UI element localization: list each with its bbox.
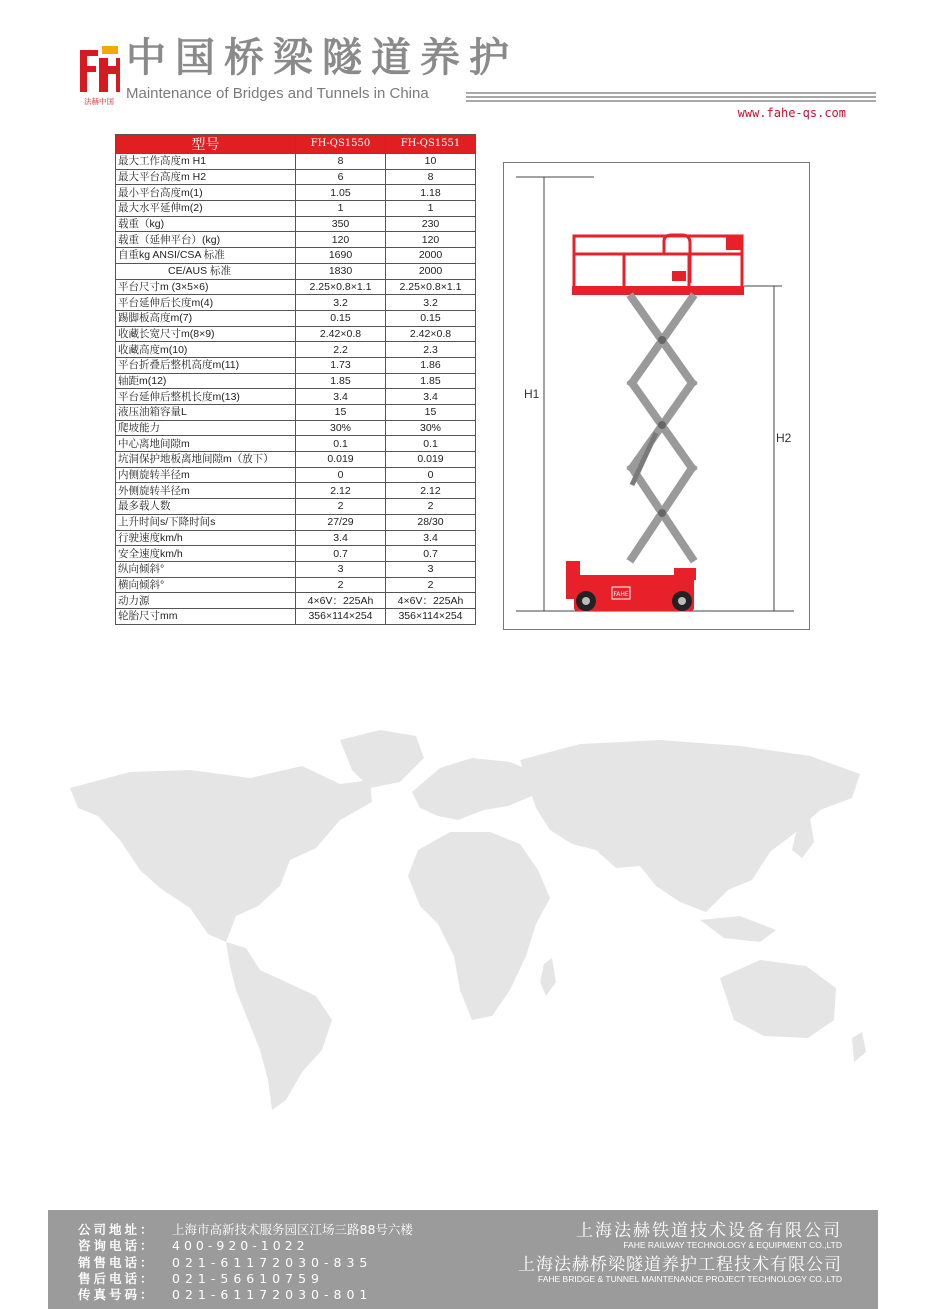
h1-label: H1 <box>524 387 540 401</box>
table-row <box>116 216 476 232</box>
value-qs1550: 2 <box>296 499 386 515</box>
h2-label: H2 <box>776 431 792 445</box>
value-qs1551: 1.86 <box>386 357 476 373</box>
value-qs1551: 10 <box>386 154 476 170</box>
value-qs1550: 2 <box>296 577 386 593</box>
value-qs1550: 2.42×0.8 <box>296 326 386 342</box>
value-qs1550: 2.2 <box>296 342 386 358</box>
param-name: 自重kg ANSI/CSA 标准 <box>116 248 296 264</box>
value-qs1551: 8 <box>386 169 476 185</box>
table-row <box>116 483 476 499</box>
scissor-lift-drawing <box>503 162 810 630</box>
value-qs1550: 2.25×0.8×1.1 <box>296 279 386 295</box>
table-row <box>116 279 476 295</box>
table-row <box>116 169 476 185</box>
company-railway <box>576 1222 842 1250</box>
value-qs1551: 2.25×0.8×1.1 <box>386 279 476 295</box>
param-name: 坑洞保护地板离地间隙m（放下） <box>116 452 296 468</box>
spec-table <box>115 134 476 625</box>
param-name: 收藏高度m(10) <box>116 342 296 358</box>
value-qs1550: 6 <box>296 169 386 185</box>
value-qs1550: 8 <box>296 154 386 170</box>
value-qs1550: 1690 <box>296 248 386 264</box>
param-name: 最大平台高度m H2 <box>116 169 296 185</box>
value-qs1550: 0.7 <box>296 546 386 562</box>
contact-label: 咨询电话： <box>78 1238 156 1254</box>
table-row <box>116 420 476 436</box>
value-qs1551: 1.18 <box>386 185 476 201</box>
table-row <box>116 405 476 421</box>
value-qs1551: 0.1 <box>386 436 476 452</box>
contact-sales-phone <box>78 1255 413 1271</box>
table-row <box>116 310 476 326</box>
param-name: 载重（延伸平台）(kg) <box>116 232 296 248</box>
value-qs1551: 2.12 <box>386 483 476 499</box>
value-qs1550: 0.019 <box>296 452 386 468</box>
contact-fax <box>78 1287 413 1303</box>
chassis-plate: FAHE <box>613 591 629 598</box>
param-name: 最多载人数 <box>116 499 296 515</box>
contact-list <box>78 1222 413 1303</box>
table-row <box>116 514 476 530</box>
value-qs1550: 3.2 <box>296 295 386 311</box>
value-qs1551: 2.42×0.8 <box>386 326 476 342</box>
value-qs1551: 356×114×254 <box>386 608 476 624</box>
table-row <box>116 389 476 405</box>
contact-label: 公司地址： <box>78 1222 156 1237</box>
value-qs1551: 3.2 <box>386 295 476 311</box>
param-name: 平台尺寸m (3×5×6) <box>116 279 296 295</box>
value-qs1550: 4×6V：225Ah <box>296 593 386 609</box>
value-qs1550: 1 <box>296 201 386 217</box>
value-qs1551: 0.019 <box>386 452 476 468</box>
param-name: 平台折叠后整机高度m(11) <box>116 357 296 373</box>
param-name: 中心离地间隙m <box>116 436 296 452</box>
fahe-logo <box>78 44 120 106</box>
table-row <box>116 436 476 452</box>
table-row <box>116 342 476 358</box>
param-name: 上升时间s/下降时间s <box>116 514 296 530</box>
company-bridge-tunnel <box>518 1256 842 1284</box>
value-qs1551: 2 <box>386 577 476 593</box>
contact-value[interactable]: 021-61172030-835 <box>172 1254 373 1270</box>
value-qs1551: 28/30 <box>386 514 476 530</box>
table-row <box>116 373 476 389</box>
brand-title: 中国桥梁隧道养护 <box>126 35 518 81</box>
value-qs1551: 3 <box>386 561 476 577</box>
header-rule-3 <box>466 100 876 102</box>
param-name: 最小平台高度m(1) <box>116 185 296 201</box>
logo-caption: 法赫中国 <box>84 97 114 106</box>
value-qs1550: 15 <box>296 405 386 421</box>
param-name: 轮胎尺寸mm <box>116 608 296 624</box>
contact-value[interactable]: 021-56610759 <box>172 1270 324 1286</box>
table-row <box>116 295 476 311</box>
contact-value: 021-61172030-801 <box>172 1287 373 1303</box>
table-row <box>116 326 476 342</box>
table-row <box>116 561 476 577</box>
value-qs1550: 356×114×254 <box>296 608 386 624</box>
param-name: 行驶速度km/h <box>116 530 296 546</box>
table-row <box>116 201 476 217</box>
value-qs1551: 3.4 <box>386 389 476 405</box>
table-row <box>116 232 476 248</box>
param-name: 平台延伸后整机长度m(13) <box>116 389 296 405</box>
value-qs1551: 15 <box>386 405 476 421</box>
param-name: 最大水平延伸m(2) <box>116 201 296 217</box>
param-name: 外侧旋转半径m <box>116 483 296 499</box>
table-row <box>116 248 476 264</box>
value-qs1551: 0 <box>386 467 476 483</box>
param-name: 收藏长宽尺寸m(8×9) <box>116 326 296 342</box>
param-name: 最大工作高度m H1 <box>116 154 296 170</box>
value-qs1550: 1.85 <box>296 373 386 389</box>
table-row <box>116 499 476 515</box>
contact-label: 传真号码： <box>78 1287 156 1303</box>
column-header-model: 型号 <box>116 135 296 154</box>
param-name: 平台延伸后长度m(4) <box>116 295 296 311</box>
table-row <box>116 467 476 483</box>
header-rule-1 <box>466 92 876 94</box>
value-qs1550: 3.4 <box>296 530 386 546</box>
table-row <box>116 593 476 609</box>
spec-table-header <box>116 135 476 154</box>
world-map-watermark <box>40 720 880 1120</box>
table-row <box>116 546 476 562</box>
column-header-qs1550: FH-QS1550 <box>296 135 386 154</box>
value-qs1551: 2000 <box>386 263 476 279</box>
table-row <box>116 608 476 624</box>
table-row <box>116 263 476 279</box>
table-row <box>116 357 476 373</box>
value-qs1551: 0.7 <box>386 546 476 562</box>
contact-value[interactable]: 400-920-1022 <box>172 1238 309 1254</box>
value-qs1551: 120 <box>386 232 476 248</box>
brand-subtitle: Maintenance of Bridges and Tunnels in China <box>126 85 429 102</box>
value-qs1551: 4×6V：225Ah <box>386 593 476 609</box>
company-railway-en: FAHE RAILWAY TECHNOLOGY & EQUIPMENT CO.,LTD <box>623 1240 842 1250</box>
value-qs1551: 0.15 <box>386 310 476 326</box>
value-qs1550: 0.1 <box>296 436 386 452</box>
contact-address <box>78 1222 413 1238</box>
scissor-lift-svg <box>504 163 809 629</box>
param-name: 踢脚板高度m(7) <box>116 310 296 326</box>
value-qs1550: 120 <box>296 232 386 248</box>
contact-value: 上海市高新技术服务园区江场三路88号六楼 <box>172 1222 413 1237</box>
header-rule-2 <box>466 96 876 98</box>
value-qs1550: 1830 <box>296 263 386 279</box>
value-qs1551: 2000 <box>386 248 476 264</box>
value-qs1551: 2 <box>386 499 476 515</box>
param-name: CE/AUS 标准 <box>116 263 296 279</box>
value-qs1551: 1 <box>386 201 476 217</box>
value-qs1551: 1.85 <box>386 373 476 389</box>
contact-service-phone <box>78 1271 413 1287</box>
table-row <box>116 452 476 468</box>
company-bridge-tunnel-cn: 上海法赫桥梁隧道养护工程技术有限公司 <box>518 1255 842 1275</box>
value-qs1550: 27/29 <box>296 514 386 530</box>
value-qs1550: 2.12 <box>296 483 386 499</box>
value-qs1550: 1.05 <box>296 185 386 201</box>
value-qs1551: 30% <box>386 420 476 436</box>
footer <box>48 1210 878 1309</box>
value-qs1550: 0 <box>296 467 386 483</box>
contact-label: 销售电话： <box>78 1254 156 1270</box>
param-name: 横向倾斜° <box>116 577 296 593</box>
value-qs1550: 1.73 <box>296 357 386 373</box>
param-name: 液压油箱容量L <box>116 405 296 421</box>
value-qs1550: 30% <box>296 420 386 436</box>
value-qs1550: 0.15 <box>296 310 386 326</box>
param-name: 纵向倾斜° <box>116 561 296 577</box>
table-row <box>116 185 476 201</box>
company-bridge-tunnel-en: FAHE BRIDGE & TUNNEL MAINTENANCE PROJECT TECHNOLOGY CO.,LTD <box>537 1274 842 1284</box>
table-row <box>116 577 476 593</box>
contact-label: 售后电话： <box>78 1270 156 1286</box>
param-name: 爬坡能力 <box>116 420 296 436</box>
param-name: 安全速度km/h <box>116 546 296 562</box>
param-name: 动力源 <box>116 593 296 609</box>
param-name: 载重（kg) <box>116 216 296 232</box>
table-row <box>116 530 476 546</box>
company-railway-cn: 上海法赫铁道技术设备有限公司 <box>576 1221 842 1241</box>
value-qs1550: 350 <box>296 216 386 232</box>
param-name: 内侧旋转半径m <box>116 467 296 483</box>
value-qs1550: 3.4 <box>296 389 386 405</box>
website-link[interactable]: www.fahe-qs.com <box>737 106 846 120</box>
param-name: 轴距m(12) <box>116 373 296 389</box>
value-qs1551: 230 <box>386 216 476 232</box>
table-row <box>116 154 476 170</box>
value-qs1550: 3 <box>296 561 386 577</box>
column-header-qs1551: FH-QS1551 <box>386 135 476 154</box>
value-qs1551: 3.4 <box>386 530 476 546</box>
value-qs1551: 2.3 <box>386 342 476 358</box>
contact-inquiry-phone <box>78 1238 413 1254</box>
